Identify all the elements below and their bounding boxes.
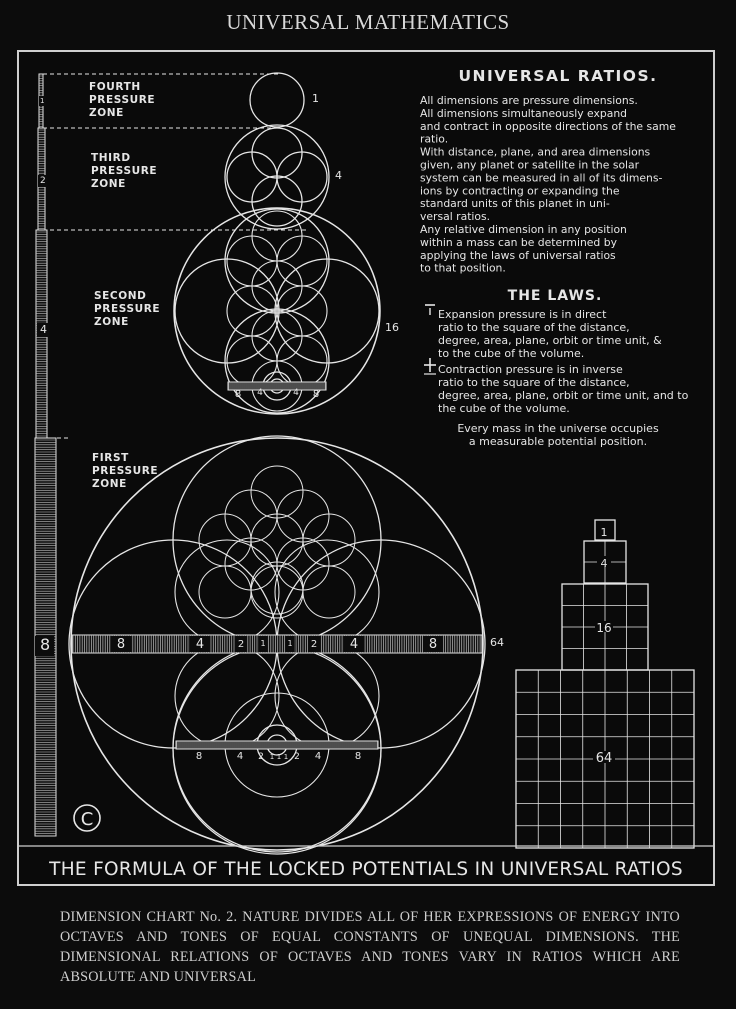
zone4-line-0: FOURTH bbox=[89, 81, 141, 93]
first-pressure-zone-label bbox=[92, 452, 158, 490]
zone1-upper-petal-4 bbox=[277, 490, 329, 542]
zone4-line-1: PRESSURE bbox=[89, 94, 156, 106]
expLaw-line-2: degree, area, plane, orbit or time unit, & bbox=[438, 334, 662, 347]
lower-bar-4-right: 4 bbox=[314, 751, 322, 762]
universal-ratios-title: UNIVERSAL RATIOS. bbox=[458, 67, 658, 85]
ruler-label-second: 4 bbox=[40, 323, 47, 336]
ratiosText-line-9: versal ratios. bbox=[420, 210, 491, 224]
lower-bar-1-center: 1 bbox=[276, 753, 282, 761]
zone1-line-2: ZONE bbox=[92, 478, 127, 490]
zone1-inner-petal-1 bbox=[303, 566, 355, 618]
ratiosText-line-10: Any relative dimension in any position bbox=[420, 223, 627, 236]
laws-title: THE LAWS. bbox=[507, 288, 603, 304]
zone1-upper-petal-7 bbox=[251, 466, 303, 518]
figure-caption: DIMENSION CHART No. 2. NATURE DIVIDES ALL OF HER EXPRESSIONS OF ENERGY INTO OCTAVES AND TONES OF EQUAL CONSTANTS OF UNEQUAL DIMENSIONS. THE DIMENSIONAL RELATIONS OF OCTAVES AND TONES VARY IN RATIOS WHICH ARE ABSOLUTE AND UNIVERSAL bbox=[60, 909, 680, 985]
circle-count-first: 64 bbox=[490, 636, 504, 649]
fourth-pressure-zone-label bbox=[89, 81, 155, 119]
small-bar-4-left: 4 bbox=[257, 388, 263, 398]
main-hatched-bar bbox=[72, 635, 482, 653]
expLaw-line-1: ratio to the square of the distance, bbox=[438, 321, 630, 334]
ratiosText-line-11: within a mass can be determined by bbox=[420, 235, 617, 249]
footer-title: THE FORMULA OF THE LOCKED POTENTIALS IN UNIVERSAL RATIOS bbox=[49, 859, 683, 880]
lower-bar-8-right: 8 bbox=[354, 751, 362, 762]
bar-label-center-right: 1 bbox=[287, 639, 293, 648]
conLaw-line-2: degree, area, plane, orbit or time unit, and to bbox=[438, 389, 689, 402]
closingText-line-0: Every mass in the universe occupies bbox=[457, 422, 659, 435]
ratiosText-line-8: standard units of this planet in uni- bbox=[420, 197, 610, 211]
zone2-small-circle-2 bbox=[252, 311, 302, 361]
closingText-line-1: a measurable potential position. bbox=[468, 435, 648, 448]
bar-label-center-left: 1 bbox=[260, 639, 266, 648]
small-bar-8-right: 8 bbox=[312, 389, 320, 400]
zone1-inner-petal-2 bbox=[251, 566, 303, 618]
zone2-small-circle-0 bbox=[252, 211, 302, 261]
zone1-line-0: FIRST bbox=[92, 452, 129, 464]
zone2-line-0: SECOND bbox=[94, 290, 147, 302]
zone4-line-2: ZONE bbox=[89, 107, 124, 119]
zone2-small-circle-8 bbox=[227, 286, 277, 336]
ratiosText-line-0: All dimensions are pressure dimensions. bbox=[420, 94, 638, 107]
zone2-small-circle-7 bbox=[277, 336, 327, 386]
small-bar-8-left: 8 bbox=[234, 389, 242, 400]
second-pressure-zone-label bbox=[94, 290, 160, 328]
bar-label-outer-left: 8 bbox=[116, 637, 126, 652]
running-head: UNIVERSAL MATHEMATICS bbox=[226, 10, 510, 34]
bar-label-inner-left: 2 bbox=[237, 639, 245, 650]
circle-count-second: 16 bbox=[385, 321, 399, 334]
bar-label-inner-right: 2 bbox=[310, 639, 318, 650]
lower-bar-2-left: 2 bbox=[258, 752, 264, 762]
expansion-law-text bbox=[425, 305, 662, 360]
bar-label-mid-right: 4 bbox=[349, 637, 359, 652]
zone1-upper-petal-3 bbox=[225, 490, 277, 542]
lower-bar-4-left: 4 bbox=[236, 751, 244, 762]
bar-label-mid-left: 4 bbox=[195, 637, 205, 652]
zone4-unit-circle bbox=[250, 73, 304, 127]
zone2-hatched-bar bbox=[228, 382, 326, 390]
ratiosText-line-3: ratio. bbox=[420, 132, 449, 146]
ruler-label-third: 2 bbox=[40, 176, 46, 186]
zone3-line-1: PRESSURE bbox=[91, 165, 158, 177]
zone2-small-circle-1 bbox=[252, 261, 302, 311]
ratiosText-line-1: All dimensions simultaneously expand bbox=[420, 106, 628, 120]
ruler-label-fourth: 1 bbox=[40, 97, 45, 105]
vertical-ruler bbox=[35, 74, 56, 836]
conLaw-line-3: the cube of the volume. bbox=[438, 402, 570, 415]
ratiosText-line-5: given, any planet or satellite in the solar bbox=[420, 158, 640, 172]
universal-ratios-text bbox=[420, 94, 676, 275]
zone1-inner-petal-0 bbox=[199, 566, 251, 618]
bar-label-outer-right: 8 bbox=[428, 637, 438, 652]
lower-bar-1-left: 1 bbox=[269, 753, 275, 761]
contraction-law-text bbox=[424, 358, 689, 415]
lower-hatched-bar-ticks bbox=[177, 741, 377, 749]
circle-count-third: 4 bbox=[335, 169, 342, 182]
ruler-label-first: 8 bbox=[40, 635, 51, 654]
lower-hatched-bar bbox=[176, 741, 378, 749]
zone1-line-1: PRESSURE bbox=[92, 465, 159, 477]
square-label-1: 1 bbox=[600, 526, 608, 539]
conLaw-line-0: Contraction pressure is in inverse bbox=[438, 363, 623, 376]
circle-count-fourth: 1 bbox=[312, 92, 319, 105]
conLaw-line-1: ratio to the square of the distance, bbox=[438, 376, 630, 389]
lower-bar-2-right: 2 bbox=[294, 752, 300, 762]
zone3-line-2: ZONE bbox=[91, 178, 126, 190]
expLaw-line-0: Expansion pressure is in direct bbox=[438, 308, 607, 321]
ratiosText-line-12: applying the laws of universal ratios bbox=[420, 248, 616, 262]
ratiosText-line-7: ions by contracting or expanding the bbox=[420, 184, 620, 198]
small-bar-4-right: 4 bbox=[293, 388, 299, 398]
copyright-mark: C bbox=[80, 809, 94, 830]
zone2-small-circle-4 bbox=[227, 236, 277, 286]
ratiosText-line-2: and contract in opposite directions of the same bbox=[420, 119, 676, 133]
zone1-upper-petal-1 bbox=[251, 514, 303, 566]
square-label-64: 64 bbox=[595, 751, 613, 766]
closing-text bbox=[457, 422, 659, 448]
ratiosText-line-6: system can be measured in all of its dimens- bbox=[420, 171, 663, 185]
zone2-small-circle-5 bbox=[277, 236, 327, 286]
ratiosText-line-13: to that position. bbox=[420, 261, 506, 275]
square-label-16: 16 bbox=[596, 621, 612, 635]
zone2-line-1: PRESSURE bbox=[94, 303, 161, 315]
lower-bar-8-left: 8 bbox=[195, 751, 203, 762]
square-label-4: 4 bbox=[600, 557, 608, 570]
expLaw-line-3: to the cube of the volume. bbox=[438, 347, 585, 360]
zone2-small-circle-6 bbox=[227, 336, 277, 386]
zone1-large-circle-0 bbox=[173, 436, 381, 644]
zone2-line-2: ZONE bbox=[94, 316, 129, 328]
zone2-small-circle-9 bbox=[277, 286, 327, 336]
ratiosText-line-4: With distance, plane, and area dimensions bbox=[420, 145, 651, 159]
lower-bar-1-right: 1 bbox=[283, 753, 289, 761]
zone3-line-0: THIRD bbox=[91, 152, 131, 164]
third-pressure-zone-label bbox=[91, 152, 157, 190]
